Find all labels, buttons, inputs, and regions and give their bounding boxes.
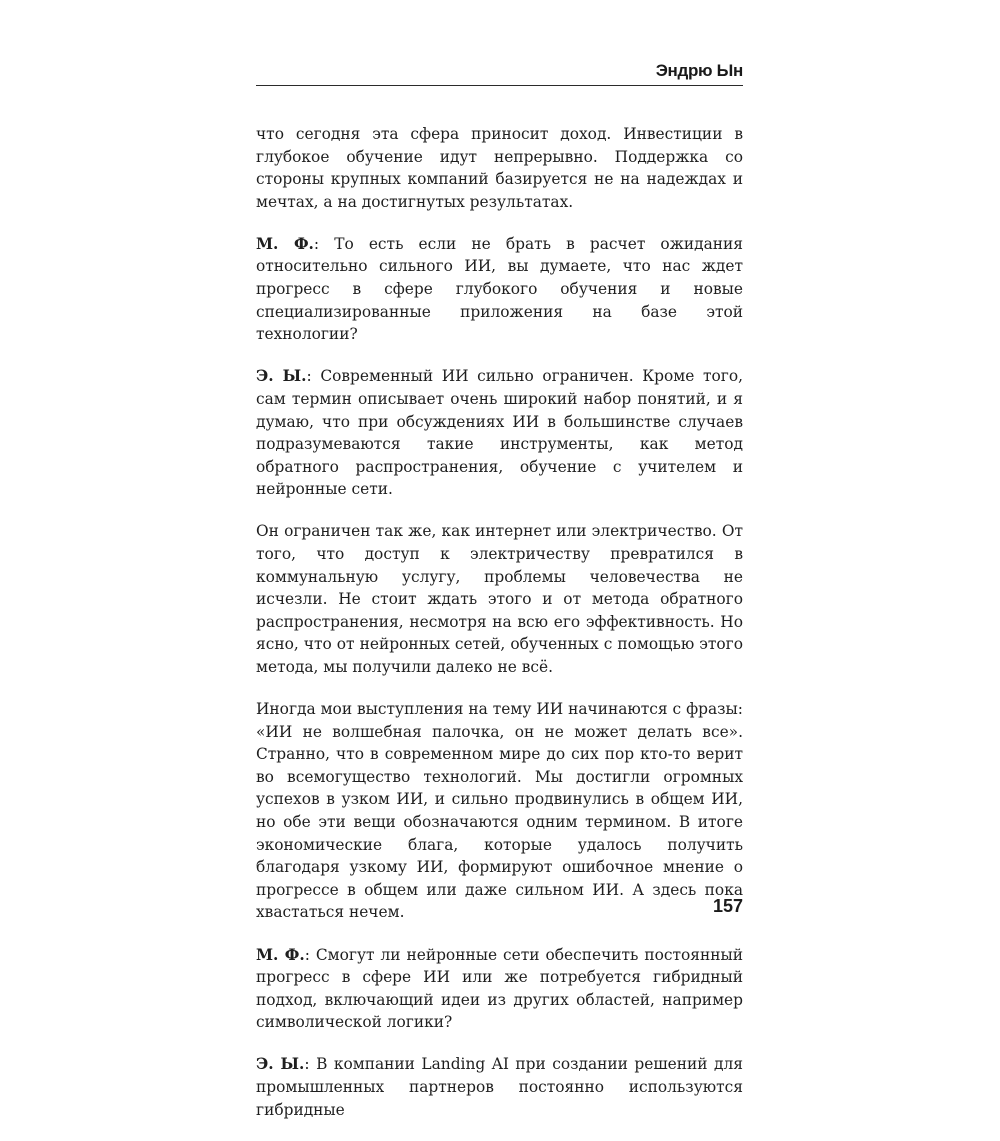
running-head [256,60,743,86]
paragraph [256,520,743,678]
speaker-label: М. Ф. [256,234,314,253]
paragraph-text: : То есть если не брать в расчет ожидания относительно сильного ИИ, вы думаете, что нас ждет прогресс в сфере глубокого обучения и новые специализированные приложения на базе этой технологии? [256,234,743,344]
running-head-author: Эндрю Ын [655,61,743,80]
paragraph-text: : Современный ИИ сильно ограничен. Кроме того, сам термин описывает очень широкий набор понятий, и я думаю, что при обсуждениях ИИ в большинстве случаев подразумеваются такие инструменты, как метод обратного распространения, обучение с учителем и нейронные сети. [256,367,743,499]
paragraph [256,233,743,346]
paragraph [256,698,743,924]
paragraph-text: Он ограничен так же, как интернет или электричество. От того, что доступ к электричеству превратился в коммунальную услугу, проблемы человечества не исчезли. Не стоит ждать этого и от метода обратного распространения, несмотря на всю его эффективность. Но ясно, что от нейронных сетей, обученных с помощью этого метода, мы получили далеко не всё. [256,522,743,676]
speaker-label: Э. Ы. [256,1055,305,1074]
paragraph-text: : В компании Landing AI при создании решений для промышленных партнеров постоянно используются гибридные [256,1055,743,1119]
speaker-label: Э. Ы. [256,367,307,386]
paragraph [256,944,743,1034]
page-number: 157 [712,896,743,916]
speaker-label: М. Ф. [256,945,305,964]
paragraph [256,1053,743,1121]
page-body [256,123,743,1141]
paragraph-text: что сегодня эта сфера приносит доход. Инвестиции в глубокое обучение идут непрерывно. Поддержка со стороны крупных компаний базируется не на надеждах и мечтах, а на достигнутых результатах. [256,125,743,211]
paragraph-text: : Смогут ли нейронные сети обеспечить постоянный прогресс в сфере ИИ или же потребуется гибридный подход, включающий идеи из других областей, например символической логики? [256,945,743,1032]
paragraph [256,365,743,501]
paragraph [256,123,743,213]
paragraph-text: Иногда мои выступления на тему ИИ начинаются с фразы: «ИИ не волшебная палочка, он не может делать все». Странно, что в современном мире до сих пор кто-то верит во всемогущество технологий. Мы достигли огромных успехов в узком ИИ, и сильно продвинулись в общем ИИ, но обе эти вещи обозначаются одним термином. В итоге экономические блага, которые удалось получить благодаря узкому ИИ, формируют ошибочное мнение о прогрессе в общем или даже сильном ИИ. А здесь пока хвастаться нечем. [256,700,743,922]
